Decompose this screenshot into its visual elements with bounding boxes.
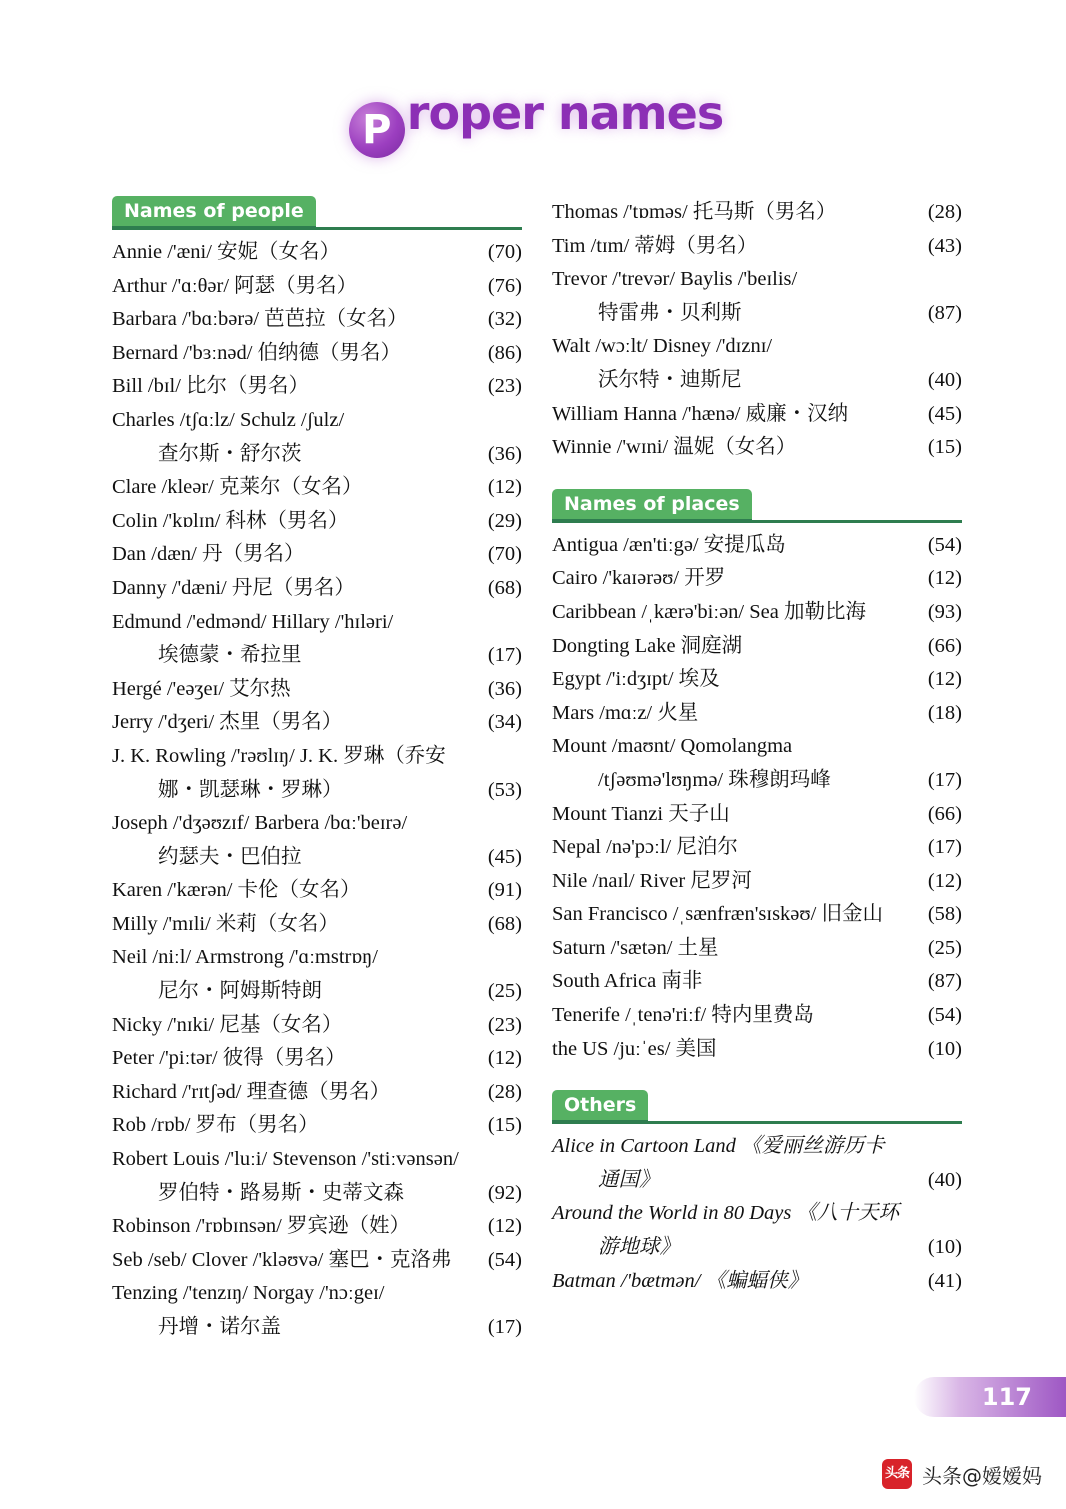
entry-text: Saturn /'sætən/ 土星: [552, 936, 719, 959]
dictionary-entry: [112, 1143, 522, 1210]
entry-list-names-of-people-cont: [552, 196, 962, 465]
dictionary-entry: [112, 337, 522, 371]
entry-page-reference: (18): [927, 701, 962, 724]
dictionary-entry: [112, 270, 522, 304]
dictionary-entry: [112, 471, 522, 505]
entry-page-reference: (28): [487, 1080, 522, 1103]
dictionary-entry: [112, 1076, 522, 1110]
entry-text: Robinson /'rɒbɪnsən/ 罗宾逊（姓）: [112, 1215, 411, 1238]
entry-page-reference: (43): [927, 234, 962, 257]
dictionary-entry: [552, 630, 962, 664]
entry-page-reference: (15): [927, 436, 962, 459]
dictionary-entry: [552, 697, 962, 731]
right-column: [552, 196, 962, 1298]
entry-text: Walt /wɔːlt/ Disney /'dɪznɪ/: [552, 335, 773, 358]
entry-page-reference: (92): [487, 1181, 522, 1204]
entry-text: Colin /'kɒlɪn/ 科林（男名）: [112, 509, 349, 532]
dictionary-entry: [552, 1197, 962, 1264]
title-inner: [343, 86, 723, 158]
dictionary-entry: [112, 1109, 522, 1143]
dictionary-entry: [552, 831, 962, 865]
entry-text: Tenerife /ˌtenə'riːf/ 特内里费岛: [552, 1004, 814, 1027]
entry-page-reference: (10): [927, 1236, 962, 1259]
entry-text: Richard /'rɪtʃəd/ 理查德（男名）: [112, 1080, 391, 1103]
content-columns: [0, 196, 1066, 1376]
entry-text-continued: 通国》: [598, 1168, 660, 1191]
entry-text: Cairo /'kaɪərəʊ/ 开罗: [552, 567, 726, 590]
dictionary-entry: [112, 908, 522, 942]
dictionary-entry: [552, 999, 962, 1033]
entry-text: Winnie /'wɪni/ 温妮（女名）: [552, 436, 797, 459]
entry-text: Neil /niːl/ Armstrong /'ɑːmstrɒŋ/: [112, 946, 378, 969]
section-header-others: [552, 1090, 962, 1124]
entry-text: Annie /'æni/ 安妮（女名）: [112, 241, 341, 263]
page-number-tag: 117: [914, 1377, 1066, 1417]
entry-text: Arthur /'ɑːθər/ 阿瑟（男名）: [112, 274, 358, 297]
entry-text-continued: 娜・凯瑟琳・罗琳）: [158, 778, 343, 801]
section-header-names-of-places: [552, 489, 962, 523]
section-gap: [112, 1345, 522, 1369]
dictionary-entry: [552, 330, 962, 397]
entry-text: Charles /tʃɑːlz/ Schulz /ʃulz/: [112, 408, 345, 431]
entry-page-reference: (45): [927, 402, 962, 425]
entry-text: Robert Louis /'luːi/ Stevenson /'stiːvənsən/: [112, 1148, 459, 1171]
entry-list-names-of-people: [112, 236, 522, 1345]
dictionary-entry: [112, 505, 522, 539]
entry-list-names-of-places: [552, 529, 962, 1067]
dictionary-entry: [112, 1210, 522, 1244]
entry-text: Mount Tianzi 天子山: [552, 802, 730, 825]
dictionary-entry: [552, 898, 962, 932]
footer-watermark-text: 头条@嫒嫒妈: [922, 1463, 1042, 1488]
entry-text: Trevor /'trevər/ Baylis /'beɪlis/: [552, 268, 798, 291]
dictionary-entry: [552, 1033, 962, 1067]
entry-text: San Francisco /ˌsænfræn'sɪskəʊ/ 旧金山: [552, 903, 883, 926]
entry-text: Edmund /'edmənd/ Hillary /'hɪləri/: [112, 610, 394, 633]
entry-text-continued: 罗伯特・路易斯・史蒂文森: [158, 1181, 404, 1204]
section-header-names-of-people: [112, 196, 522, 230]
entry-page-reference: (29): [487, 509, 522, 532]
dictionary-entry: [112, 572, 522, 606]
entry-list-others: [552, 1130, 962, 1298]
section-rule: [552, 520, 962, 523]
entry-text: Antigua /æn'tiːgə/ 安提瓜岛: [552, 533, 786, 556]
entry-page-reference: (12): [927, 869, 962, 892]
entry-text-continued: 尼尔・阿姆斯特朗: [158, 980, 322, 1003]
dictionary-entry: [112, 1042, 522, 1076]
entry-page-reference: (28): [927, 201, 962, 223]
section-label: Names of people: [112, 196, 316, 229]
entry-text: Jerry /'dʒeri/ 杰里（男名）: [112, 711, 343, 734]
entry-page-reference: (45): [487, 845, 522, 868]
dictionary-entry: [552, 798, 962, 832]
entry-page-reference: (25): [927, 936, 962, 959]
dictionary-entry: [112, 673, 522, 707]
dictionary-entry: [112, 941, 522, 1008]
dictionary-entry: [552, 596, 962, 630]
dictionary-entry: [112, 740, 522, 807]
dictionary-entry: [112, 1009, 522, 1043]
entry-text-continued: 约瑟夫・巴伯拉: [158, 845, 302, 868]
entry-text: Tim /tɪm/ 蒂姆（男名）: [552, 234, 758, 257]
entry-text: Bill /bɪl/ 比尔（男名）: [112, 375, 310, 398]
entry-page-reference: (68): [487, 912, 522, 935]
entry-text: Bernard /'bɜːnəd/ 伯纳德（男名）: [112, 341, 402, 364]
entry-page-reference: (12): [487, 1215, 522, 1238]
toutiao-logo-icon: 头条: [882, 1459, 912, 1489]
entry-page-reference: (36): [487, 677, 522, 700]
left-column: [112, 196, 522, 1369]
entry-page-reference: (12): [487, 1047, 522, 1070]
entry-text: Nepal /nə'pɔːl/ 尼泊尔: [552, 836, 738, 859]
entry-text: Thomas /'tɒməs/ 托马斯（男名）: [552, 201, 837, 223]
entry-page-reference: (70): [487, 241, 522, 263]
footer-watermark: [882, 1459, 1042, 1489]
entry-page-reference: (12): [927, 567, 962, 590]
entry-page-reference: (54): [927, 533, 962, 556]
entry-text-continued: 查尔斯・舒尔茨: [158, 442, 302, 465]
entry-page-reference: (41): [927, 1269, 962, 1292]
entry-text: Nicky /'nɪki/ 尼基（女名）: [112, 1013, 343, 1036]
dictionary-entry: [552, 932, 962, 966]
section-gap: [552, 1066, 962, 1090]
dictionary-entry: [112, 404, 522, 471]
entry-text-continued: /tʃəʊmə'lʊŋmə/ 珠穆朗玛峰: [598, 768, 831, 791]
dictionary-entry: [552, 865, 962, 899]
entry-page-reference: (17): [487, 1316, 522, 1338]
entry-page-reference: (36): [487, 442, 522, 465]
entry-page-reference: (66): [927, 634, 962, 657]
entry-page-reference: (70): [487, 543, 522, 566]
entry-text: J. K. Rowling /'rəʊlɪŋ/ J. K. 罗琳（乔安: [112, 744, 446, 767]
entry-text: Danny /'dæni/ 丹尼（男名）: [112, 576, 355, 599]
entry-page-reference: (12): [487, 476, 522, 499]
entry-page-reference: (17): [927, 768, 962, 791]
entry-text: Batman /'bætmən/ 《蝙蝠侠》: [552, 1269, 809, 1292]
dictionary-entry: [552, 431, 962, 465]
entry-text: South Africa 南非: [552, 970, 703, 993]
dictionary-entry: [112, 303, 522, 337]
dictionary-entry: [112, 236, 522, 270]
dictionary-entry: [552, 1130, 962, 1197]
entry-text: Peter /'piːtər/ 彼得（男名）: [112, 1047, 346, 1070]
dictionary-entry: [552, 1265, 962, 1299]
entry-text-continued: 沃尔特・迪斯尼: [598, 368, 742, 391]
section-gap: [552, 465, 962, 489]
entry-page-reference: (32): [487, 308, 522, 331]
entry-text: Nile /naɪl/ River 尼罗河: [552, 869, 752, 892]
entry-page-reference: (66): [927, 802, 962, 825]
dictionary-entry: [112, 370, 522, 404]
entry-text: Dongting Lake 洞庭湖: [552, 634, 743, 657]
entry-page-reference: (86): [487, 341, 522, 364]
section-label: Names of places: [552, 489, 752, 522]
entry-page-reference: (15): [487, 1114, 522, 1137]
entry-text: Milly /'mɪli/ 米莉（女名）: [112, 912, 339, 935]
entry-page-reference: (34): [487, 711, 522, 734]
section-rule: [552, 1121, 962, 1124]
entry-page-reference: (53): [487, 778, 522, 801]
dictionary-entry: [552, 529, 962, 563]
entry-page-reference: (54): [927, 1004, 962, 1027]
entry-text-continued: 埃德蒙・希拉里: [158, 644, 302, 667]
dictionary-entry: [552, 663, 962, 697]
entry-text: Around the World in 80 Days 《八十天环: [552, 1202, 899, 1225]
entry-text: William Hanna /'hænə/ 威廉・汉纳: [552, 402, 849, 425]
dictionary-entry: [552, 562, 962, 596]
entry-page-reference: (23): [487, 1013, 522, 1036]
section-rule: [112, 227, 522, 230]
entry-page-reference: (76): [487, 274, 522, 297]
dictionary-entry: [552, 263, 962, 330]
dictionary-entry: [112, 606, 522, 673]
dictionary-entry: [552, 965, 962, 999]
entry-text: Karen /'kærən/ 卡伦（女名）: [112, 879, 361, 902]
entry-page-reference: (23): [487, 375, 522, 398]
page-title: [0, 86, 1066, 158]
dictionary-entry: [112, 538, 522, 572]
dictionary-entry: [112, 874, 522, 908]
title-text: roper names: [406, 86, 724, 140]
entry-page-reference: (58): [927, 903, 962, 926]
dictionary-entry: [552, 230, 962, 264]
entry-text: Alice in Cartoon Land 《爱丽丝游历卡: [552, 1135, 885, 1158]
title-badge-letter: P: [349, 102, 405, 158]
entry-page-reference: (17): [927, 836, 962, 859]
entry-page-reference: (91): [487, 879, 522, 902]
entry-text: Rob /rɒb/ 罗布（男名）: [112, 1114, 319, 1137]
entry-text-continued: 丹增・诺尔盖: [158, 1316, 281, 1338]
entry-page-reference: (87): [927, 970, 962, 993]
dictionary-entry: [112, 807, 522, 874]
entry-page-reference: (10): [927, 1037, 962, 1060]
entry-text-continued: 特雷弗・贝利斯: [598, 301, 742, 324]
entry-text: the US /juːˈes/ 美国: [552, 1037, 717, 1060]
entry-text: Clare /kleər/ 克莱尔（女名）: [112, 476, 363, 499]
dictionary-entry: [112, 1277, 522, 1344]
entry-text: Barbara /'bɑːbərə/ 芭芭拉（女名）: [112, 308, 408, 331]
dictionary-entry: [112, 1244, 522, 1278]
entry-page-reference: (54): [487, 1248, 522, 1271]
dictionary-entry: [112, 706, 522, 740]
entry-text: Dan /dæn/ 丹（男名）: [112, 543, 305, 566]
section-label: Others: [552, 1090, 648, 1123]
entry-page-reference: (87): [927, 301, 962, 324]
entry-text: Joseph /'dʒəʊzɪf/ Barbera /bɑː'beɪrə/: [112, 812, 408, 835]
entry-text: Caribbean /ˌkærə'biːən/ Sea 加勒比海: [552, 600, 866, 623]
entry-text: Hergé /'eəʒeɪ/ 艾尔热: [112, 677, 291, 700]
entry-page-reference: (68): [487, 576, 522, 599]
entry-page-reference: (40): [927, 368, 962, 391]
entry-text: Egypt /'iːdʒɪpt/ 埃及: [552, 668, 720, 691]
entry-text: Seb /seb/ Clover /'kləʊvə/ 塞巴・克洛弗: [112, 1248, 452, 1271]
dictionary-entry: [552, 398, 962, 432]
entry-page-reference: (12): [927, 668, 962, 691]
entry-text: Mount /maʊnt/ Qomolangma: [552, 735, 793, 758]
entry-page-reference: (17): [487, 644, 522, 667]
entry-page-reference: (25): [487, 980, 522, 1003]
dictionary-entry: [552, 730, 962, 797]
entry-page-reference: (40): [927, 1168, 962, 1191]
dictionary-entry: [552, 196, 962, 230]
entry-text-continued: 游地球》: [598, 1236, 680, 1259]
entry-text: Mars /mɑːz/ 火星: [552, 701, 699, 724]
entry-text: Tenzing /'tenzɪŋ/ Norgay /'nɔːgeɪ/: [112, 1282, 385, 1305]
entry-page-reference: (93): [927, 600, 962, 623]
